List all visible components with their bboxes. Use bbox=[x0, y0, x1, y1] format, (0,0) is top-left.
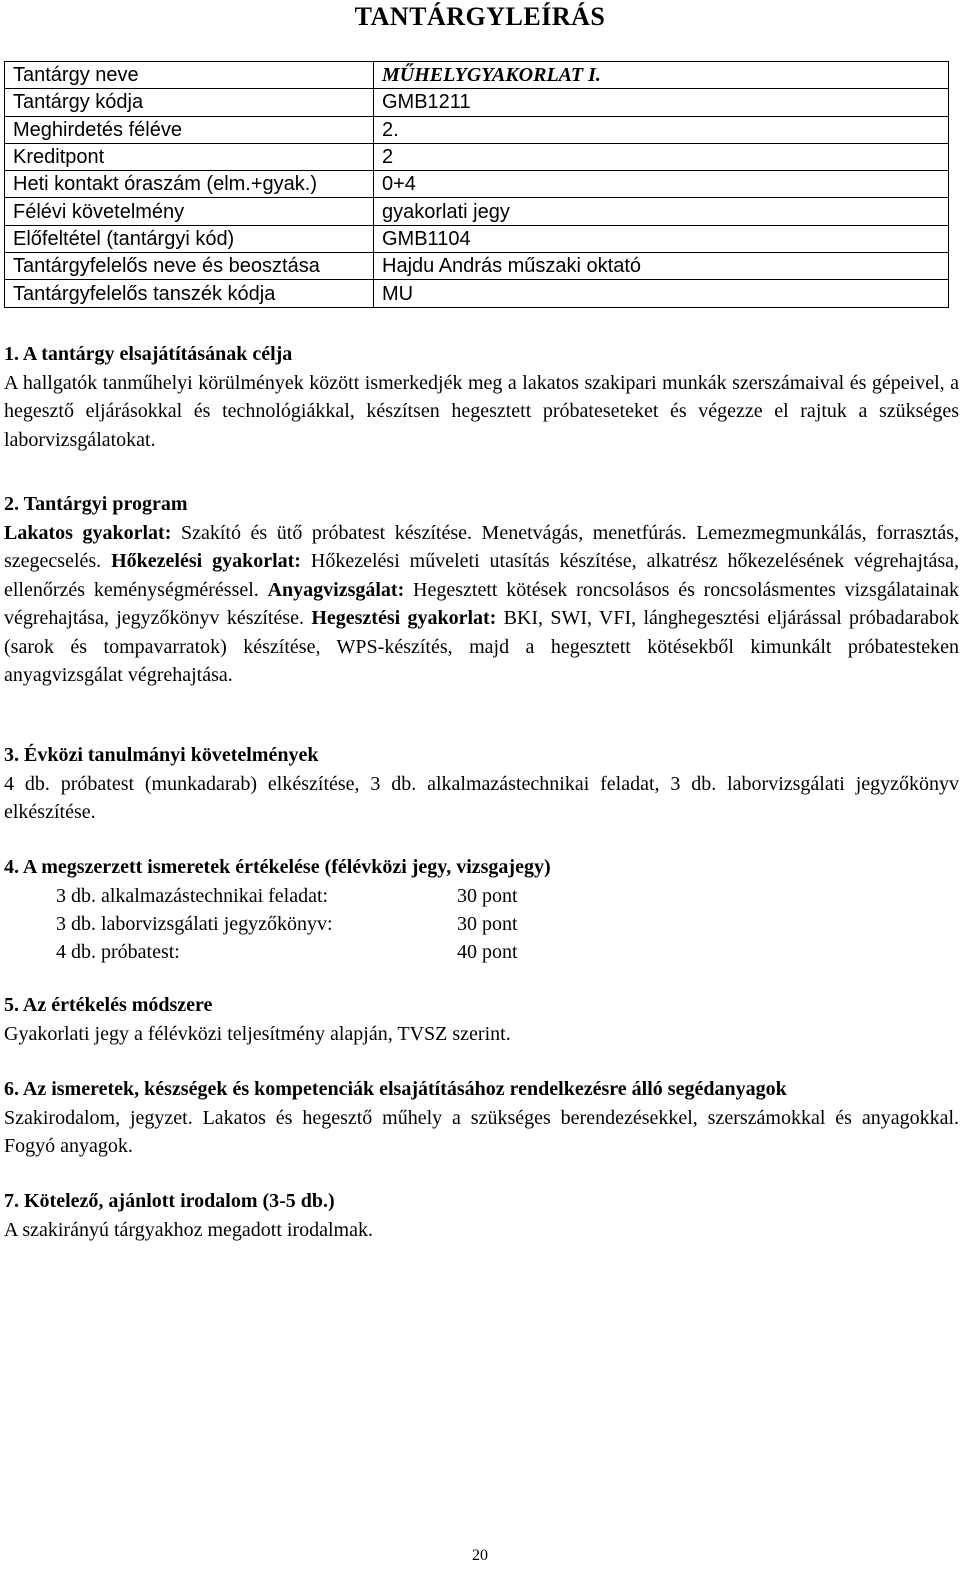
program-text-heat-treatment: Hőkezelési műveleti utasítás készítése, alkatrész hőkezelésének végrehajtása, ellenőrzés keménységméréssel. bbox=[4, 550, 960, 601]
grading-item-label: 4 db. próbatest: bbox=[56, 940, 180, 963]
info-label: Kreditpont bbox=[5, 143, 374, 170]
program-label-welding: Hegesztési gyakorlat: bbox=[311, 607, 497, 629]
section-text bbox=[4, 519, 959, 690]
grading-item-label: 3 db. laborvizsgálati jegyzőkönyv: bbox=[56, 912, 333, 935]
section-text: Gyakorlati jegy a félévközi teljesítmény alapján, TVSZ szerint. bbox=[4, 1022, 511, 1045]
info-row bbox=[5, 62, 949, 89]
info-value: 2 bbox=[374, 143, 949, 170]
info-row bbox=[5, 171, 949, 198]
grading-item-points: 30 pont bbox=[457, 884, 518, 907]
section-heading: 2. Tantárgyi program bbox=[4, 493, 188, 515]
info-label: Heti kontakt óraszám (elm.+gyak.) bbox=[5, 171, 374, 198]
program-text-locksmith: Szakító és ütő próbatest készítése. Menetvágás, menetfúrás. Lemezmegmunkálás, forrasztás, szegecselés. bbox=[4, 521, 959, 572]
section-text: A szakirányú tárgyakhoz megadott irodalmak. bbox=[4, 1218, 373, 1241]
section-text: Szakirodalom, jegyzet. Lakatos és hegesztő műhely a szükséges berendezésekkel, szerszámokkal és anyagokkal. Fogyó anyagok. bbox=[4, 1106, 959, 1157]
section-requirements bbox=[4, 741, 959, 827]
info-label: Tantárgyfelelős neve és beosztása bbox=[5, 253, 374, 280]
info-value: gyakorlati jegy bbox=[374, 198, 949, 225]
info-value: GMB1104 bbox=[374, 225, 949, 252]
section-heading: 4. A megszerzett ismeretek értékelése (félévközi jegy, vizsgajegy) bbox=[4, 856, 551, 878]
grading-row bbox=[56, 910, 518, 938]
course-info-table bbox=[4, 61, 949, 308]
info-row bbox=[5, 89, 949, 116]
info-value: GMB1211 bbox=[374, 89, 949, 116]
page-number: 20 bbox=[472, 1547, 488, 1564]
info-label: Tantárgy kódja bbox=[5, 89, 374, 116]
info-label: Tantárgy neve bbox=[5, 62, 374, 89]
info-row bbox=[5, 116, 949, 143]
section-literature bbox=[4, 1187, 959, 1244]
program-text-welding: BKI, SWI, VFI, lánghegesztési eljárással próbadarabok (sarok és tompavarratok) készítése, WPS-készítés, majd a hegesztett kötésekből kimunkált próbatesteken anyagvizsgálat végrehajtása. bbox=[4, 607, 959, 686]
info-value: MU bbox=[374, 280, 949, 307]
section-objective bbox=[4, 340, 959, 454]
program-text-material-testing: Hegesztett kötések roncsolásos és roncsolásmentes vizsgálatainak végrehajtása, jegyzőkönyv készítése. bbox=[4, 578, 959, 629]
info-label: Tantárgyfelelős tanszék kódja bbox=[5, 280, 374, 307]
grading-row bbox=[56, 882, 518, 910]
info-label: Előfeltétel (tantárgyi kód) bbox=[5, 225, 374, 252]
section-method bbox=[4, 991, 959, 1048]
info-label: Meghirdetés féléve bbox=[5, 116, 374, 143]
info-label: Félévi követelmény bbox=[5, 198, 374, 225]
section-heading: 6. Az ismeretek, készségek és kompetenciák elsajátításához rendelkezésre álló segédanyagok bbox=[4, 1078, 787, 1100]
info-value: MŰHELYGYAKORLAT I. bbox=[374, 62, 949, 89]
info-row bbox=[5, 198, 949, 225]
info-value: 0+4 bbox=[374, 171, 949, 198]
info-row bbox=[5, 225, 949, 252]
grading-item-points: 30 pont bbox=[457, 912, 518, 935]
document-title: TANTÁRGYLEÍRÁS bbox=[354, 2, 606, 31]
grading-item-label: 3 db. alkalmazástechnikai feladat: bbox=[56, 884, 329, 907]
grading-table bbox=[56, 882, 518, 966]
section-program bbox=[4, 490, 959, 690]
section-materials bbox=[4, 1075, 959, 1161]
info-value: Hajdu András műszaki oktató bbox=[374, 253, 949, 280]
section-heading: 1. A tantárgy elsajátításának célja bbox=[4, 343, 293, 365]
grading-item-points: 40 pont bbox=[457, 940, 518, 963]
grading-row bbox=[56, 938, 518, 966]
program-label-heat-treatment: Hőkezelési gyakorlat: bbox=[111, 550, 301, 572]
section-heading: 5. Az értékelés módszere bbox=[4, 994, 213, 1016]
section-text: 4 db. próbatest (munkadarab) elkészítése, 3 db. alkalmazástechnikai feladat, 3 db. laborvizsgálati jegyzőkönyv elkészítése. bbox=[4, 772, 959, 823]
section-evaluation bbox=[4, 853, 959, 966]
info-row bbox=[5, 280, 949, 307]
section-heading: 7. Kötelező, ajánlott irodalom (3-5 db.) bbox=[4, 1190, 335, 1212]
program-label-material-testing: Anyagvizsgálat: bbox=[267, 578, 405, 601]
info-row bbox=[5, 253, 949, 280]
section-text: A hallgatók tanműhelyi körülmények között ismerkedjék meg a lakatos szakipari munkák szerszámaival és gépeivel, a hegesztő eljárásokkal és technológiákkal, készítsen hegesztett próbateseteket és végezze el rajtuk a szükséges laborvizsgálatokat. bbox=[4, 371, 959, 451]
info-value: 2. bbox=[374, 116, 949, 143]
program-label-locksmith: Lakatos gyakorlat: bbox=[4, 521, 172, 544]
info-row bbox=[5, 143, 949, 170]
section-heading: 3. Évközi tanulmányi követelmények bbox=[4, 744, 319, 766]
